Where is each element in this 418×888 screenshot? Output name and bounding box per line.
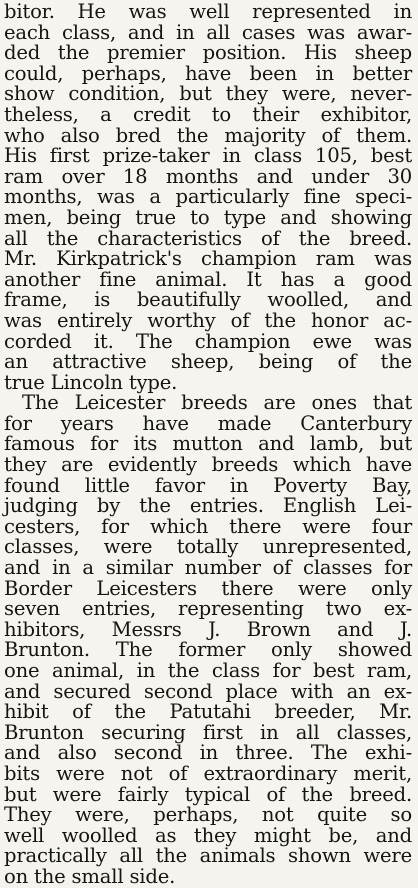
text-line: corded it. The champion ewe was	[4, 329, 412, 353]
text-line: and in a similar number of classes for	[4, 556, 412, 580]
text-line: an attractive sheep, being of the	[4, 350, 412, 374]
text-line: hibitors, Messrs J. Brown and J.	[4, 617, 412, 641]
text-line: one animal, in the class for best ram,	[4, 659, 412, 682]
text-line: all the characteristics of the breed.	[4, 226, 412, 250]
text-line: on the small side.	[4, 864, 176, 888]
text-line: Mr. Kirkpatrick's champion ram was	[4, 247, 412, 271]
text-line: who also bred the majority of them.	[4, 123, 412, 147]
text-line: Brunton. The former only showed	[4, 638, 412, 662]
text-line: well woolled as they might be, and	[4, 823, 412, 847]
text-line: hibit of the Patutahi breeder, Mr.	[4, 700, 412, 724]
text-line: ram over 18 months and under 30	[4, 164, 412, 188]
text-line: bits were not of extraordinary merit,	[4, 761, 412, 785]
text-line: The Leicester breeds are ones that	[22, 391, 412, 415]
text-line: months, was a particularly fine speci-	[4, 185, 412, 209]
text-line: cesters, for which there were four	[4, 514, 412, 538]
text-line: Brunton securing first in all classes,	[4, 720, 412, 744]
text-line: ded the premier position. His sheep	[4, 41, 412, 65]
text-line: His first prize-taker in class 105, best	[4, 144, 412, 168]
text-line: bitor. He was well represented in	[4, 0, 412, 23]
text-line: another fine animal. It has a good	[4, 267, 412, 291]
text-line: was entirely worthy of the honor ac-	[4, 308, 412, 332]
text-line: and also second in three. The exhi-	[4, 741, 412, 765]
text-line: could, perhaps, have been in better	[4, 61, 412, 85]
text-line: true Lincoln type.	[4, 370, 178, 394]
text-line: and secured second place with an ex-	[4, 679, 412, 703]
text-line: They were, perhaps, not quite so	[4, 803, 412, 827]
text-line: seven entries, representing two ex-	[4, 597, 412, 621]
text-line: judging by the entries. English Lei-	[4, 494, 412, 518]
text-line: but were fairly typical of the breed.	[4, 782, 412, 806]
text-line: each class, and in all cases was awar-	[4, 20, 412, 44]
text-line: men, being true to type and showing	[4, 205, 412, 229]
text-line: they are evidently breeds which have	[4, 453, 412, 477]
text-line: for years have made Canterbury	[4, 411, 412, 435]
text-line: Border Leicesters there were only	[4, 576, 412, 600]
text-line: practically all the animals shown were	[4, 844, 412, 868]
text-line: show condition, but they were, never-	[4, 82, 412, 106]
text-line: found little favor in Poverty Bay,	[4, 473, 412, 497]
text-line: frame, is beautifully woolled, and	[4, 288, 412, 312]
text-line: famous for its mutton and lamb, but	[4, 432, 412, 456]
text-line: classes, were totally unrepresented,	[4, 535, 412, 559]
text-line: theless, a credit to their exhibitor,	[4, 102, 412, 126]
